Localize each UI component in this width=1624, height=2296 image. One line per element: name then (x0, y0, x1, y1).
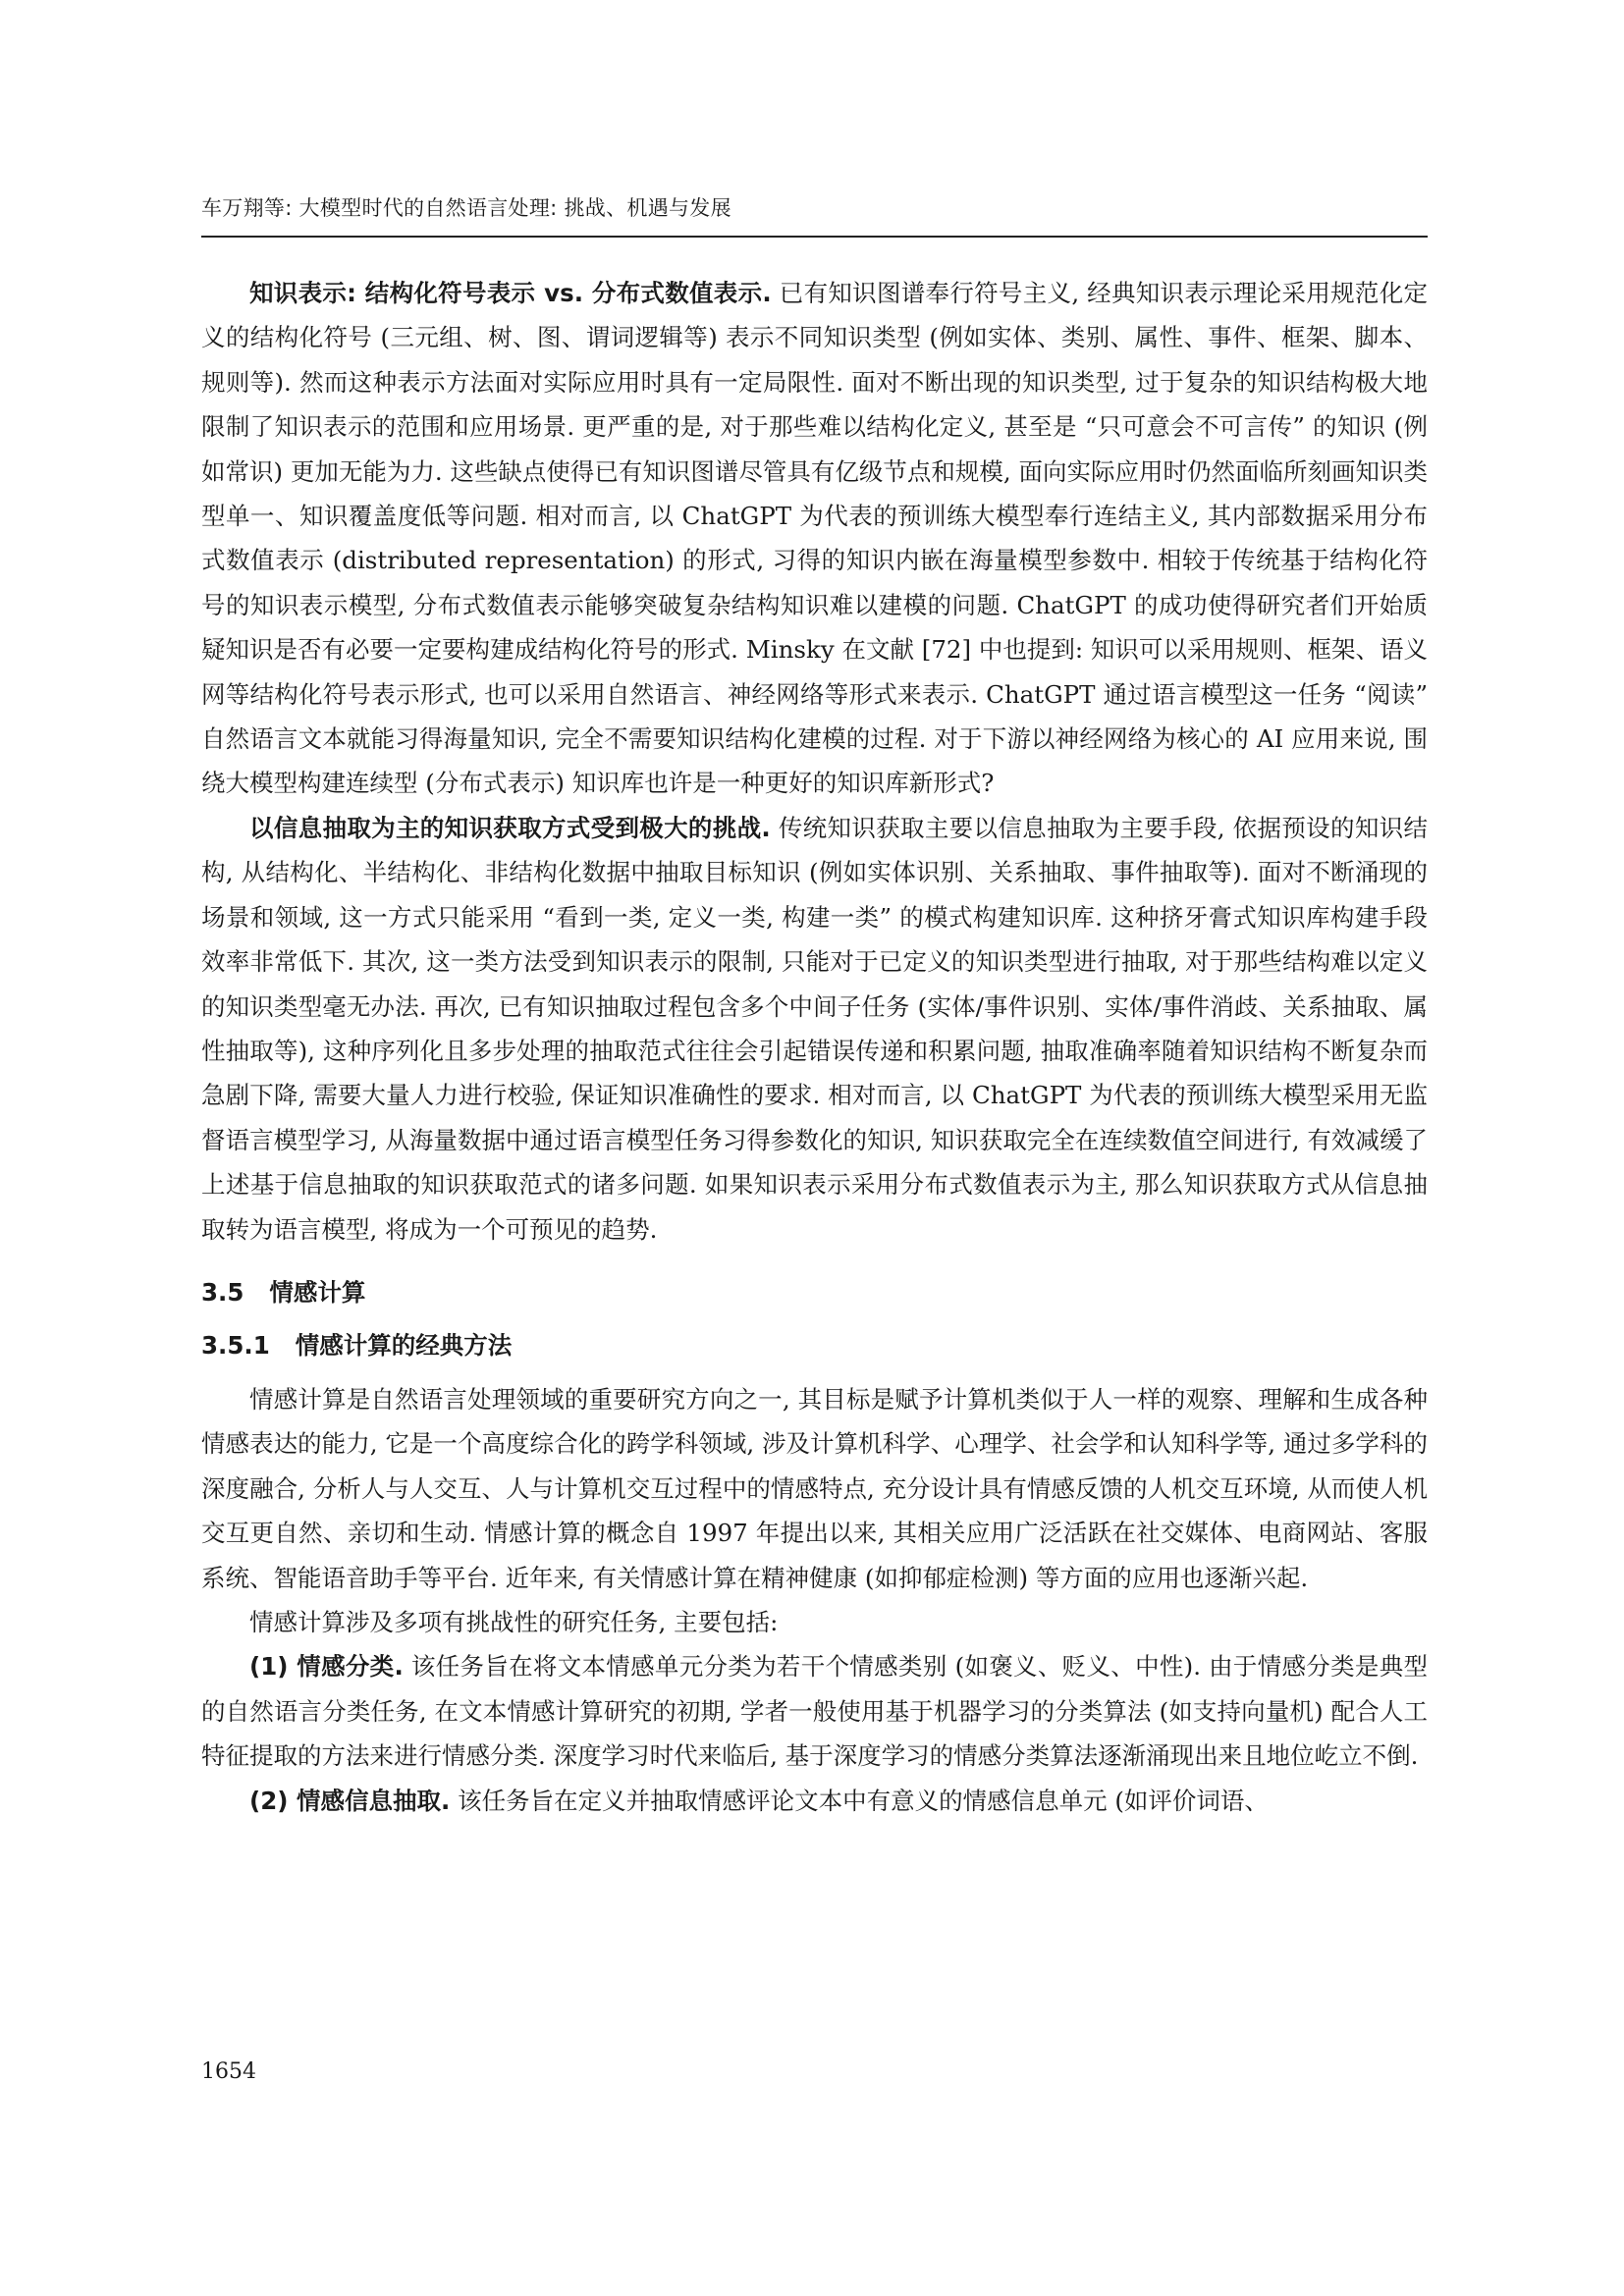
paragraph-tasks-intro (201, 1600, 1428, 1644)
paragraph-lead: (1) 情感分类. (249, 1652, 404, 1682)
paragraph-text: 该任务旨在定义并抽取情感评论文本中有意义的情感信息单元 (如评价词语、 (450, 1786, 1269, 1815)
paragraph-text: 情感计算涉及多项有挑战性的研究任务, 主要包括: (249, 1607, 779, 1636)
section-heading (201, 1269, 1428, 1316)
paragraph-knowledge-representation (201, 271, 1428, 806)
paragraph-lead: 知识表示: 结构化符号表示 vs. 分布式数值表示. (249, 279, 772, 307)
paragraph-text: 传统知识获取主要以信息抽取为主要手段, 依据预设的知识结构, 从结构化、半结构化、非结构化数据中抽取目标知识 (例如实体识别、关系抽取、事件抽取等). 面对不断涌现的场景和领域, 这一方式只能采用 “看到一类, 定义一类, 构建一类” 的模式构建知识库. 这种挤牙膏式知识库构建手段效率非常低下. 其次, 这一类方法受到知识表示的限制, 只能对于已定义的知识类型进行抽取, 对于那些结构难以定义的知识类型毫无办法. 再次, 已有知识抽取过程包含多个中间子任务 (实体/事件识别、实体/事件消歧、关系抽取、属性抽取等), 这种序列化且多步处理的抽取范式往往会引起错误传递和积累问题, 抽取准确率随着知识结构不断复杂而急剧下降, 需要大量人力进行校验, 保证知识准确性的要求. 相对而言, 以 ChatGPT 为代表的预训练大模型采用无监督语言模型学习, 从海量数据中通过语言模型任务习得参数化的知识, 知识获取完全在连续数值空间进行, 有效减缓了上述基于信息抽取的知识获取范式的诸多问题. 如果知识表示采用分布式数值表示为主, 那么知识获取方式从信息抽取转为语言模型, 将成为一个可预见的趋势. (201, 813, 1428, 1244)
section-number: 3.5 (201, 1277, 244, 1307)
paragraph-text: 已有知识图谱奉行符号主义, 经典知识表示理论采用规范化定义的结构化符号 (三元组、树、图、谓词逻辑等) 表示不同知识类型 (例如实体、类别、属性、事件、框架、脚本、规则等). 然而这种表示方法面对实际应用时具有一定局限性. 面对不断出现的知识类型, 过于复杂的知识结构极大地限制了知识表示的范围和应用场景. 更严重的是, 对于那些难以结构化定义, 甚至是 “只可意会不可言传” 的知识 (例如常识) 更加无能为力. 这些缺点使得已有知识图谱尽管具有亿级节点和规模, 面向实际应用时仍然面临所刻画知识类型单一、知识覆盖度低等问题. 相对而言, 以 ChatGPT 为代表的预训练大模型奉行连结主义, 其内部数据采用分布式数值表示 (distributed representation) 的形式, 习得的知识内嵌在海量模型参数中. 相较于传统基于结构化符号的知识表示模型, 分布式数值表示能够突破复杂结构知识难以建模的问题. ChatGPT 的成功使得研究者们开始质疑知识是否有必要一定要构建成结构化符号的形式. Minsky 在文献 [72] 中也提到: 知识可以采用规则、框架、语义网等结构化符号表示形式, 也可以采用自然语言、神经网络等形式来表示. ChatGPT 通过语言模型这一任务 “阅读” 自然语言文本就能习得海量知识, 完全不需要知识结构化建模的过程. 对于下游以神经网络为核心的 AI 应用来说, 围绕大模型构建连续型 (分布式表示) 知识库也许是一种更好的知识库新形式? (201, 279, 1428, 798)
paragraph-text: 该任务旨在将文本情感单元分类为若干个情感类别 (如褒义、贬义、中性). 由于情感分类是典型的自然语言分类任务, 在文本情感计算研究的初期, 学者一般使用基于机器学习的分类算法 (如支持向量机) 配合人工特征提取的方法来进行情感分类. 深度学习时代来临后, 基于深度学习的情感分类算法逐渐涌现出来且地位屹立不倒. (201, 1652, 1429, 1771)
paragraph-text: 情感计算是自然语言处理领域的重要研究方向之一, 其目标是赋予计算机类似于人一样的观察、理解和生成各种情感表达的能力, 它是一个高度综合化的跨学科领域, 涉及计算机科学、心理学、社会学和认知科学等, 通过多学科的深度融合, 分析人与人交互、人与计算机交互过程中的情感特点, 充分设计具有情感反馈的人机交互环境, 从而使人机交互更自然、亲切和生动. 情感计算的概念自 1997 年提出以来, 其相关应用广泛活跃在社交媒体、电商网站、客服系统、智能语音助手等平台. 近年来, 有关情感计算在精神健康 (如抑郁症检测) 等方面的应用也逐渐兴起. (201, 1384, 1428, 1592)
paragraph-affective-computing-intro (201, 1377, 1428, 1600)
subsection-title: 情感计算的经典方法 (295, 1330, 513, 1360)
paragraph-lead: 以信息抽取为主的知识获取方式受到极大的挑战. (249, 813, 771, 842)
page-number: 1654 (201, 2059, 256, 2084)
subsection-number: 3.5.1 (201, 1330, 270, 1360)
paragraph-lead: (2) 情感信息抽取. (249, 1786, 451, 1815)
running-head: 车万翔等: 大模型时代的自然语言处理: 挑战、机遇与发展 (201, 192, 1428, 238)
body-text (201, 271, 1428, 1823)
subsection-heading (201, 1322, 1428, 1369)
paragraph-sentiment-classification (201, 1644, 1428, 1778)
paragraph-sentiment-extraction (201, 1779, 1428, 1823)
paragraph-knowledge-acquisition (201, 806, 1428, 1252)
section-title: 情感计算 (269, 1277, 366, 1307)
